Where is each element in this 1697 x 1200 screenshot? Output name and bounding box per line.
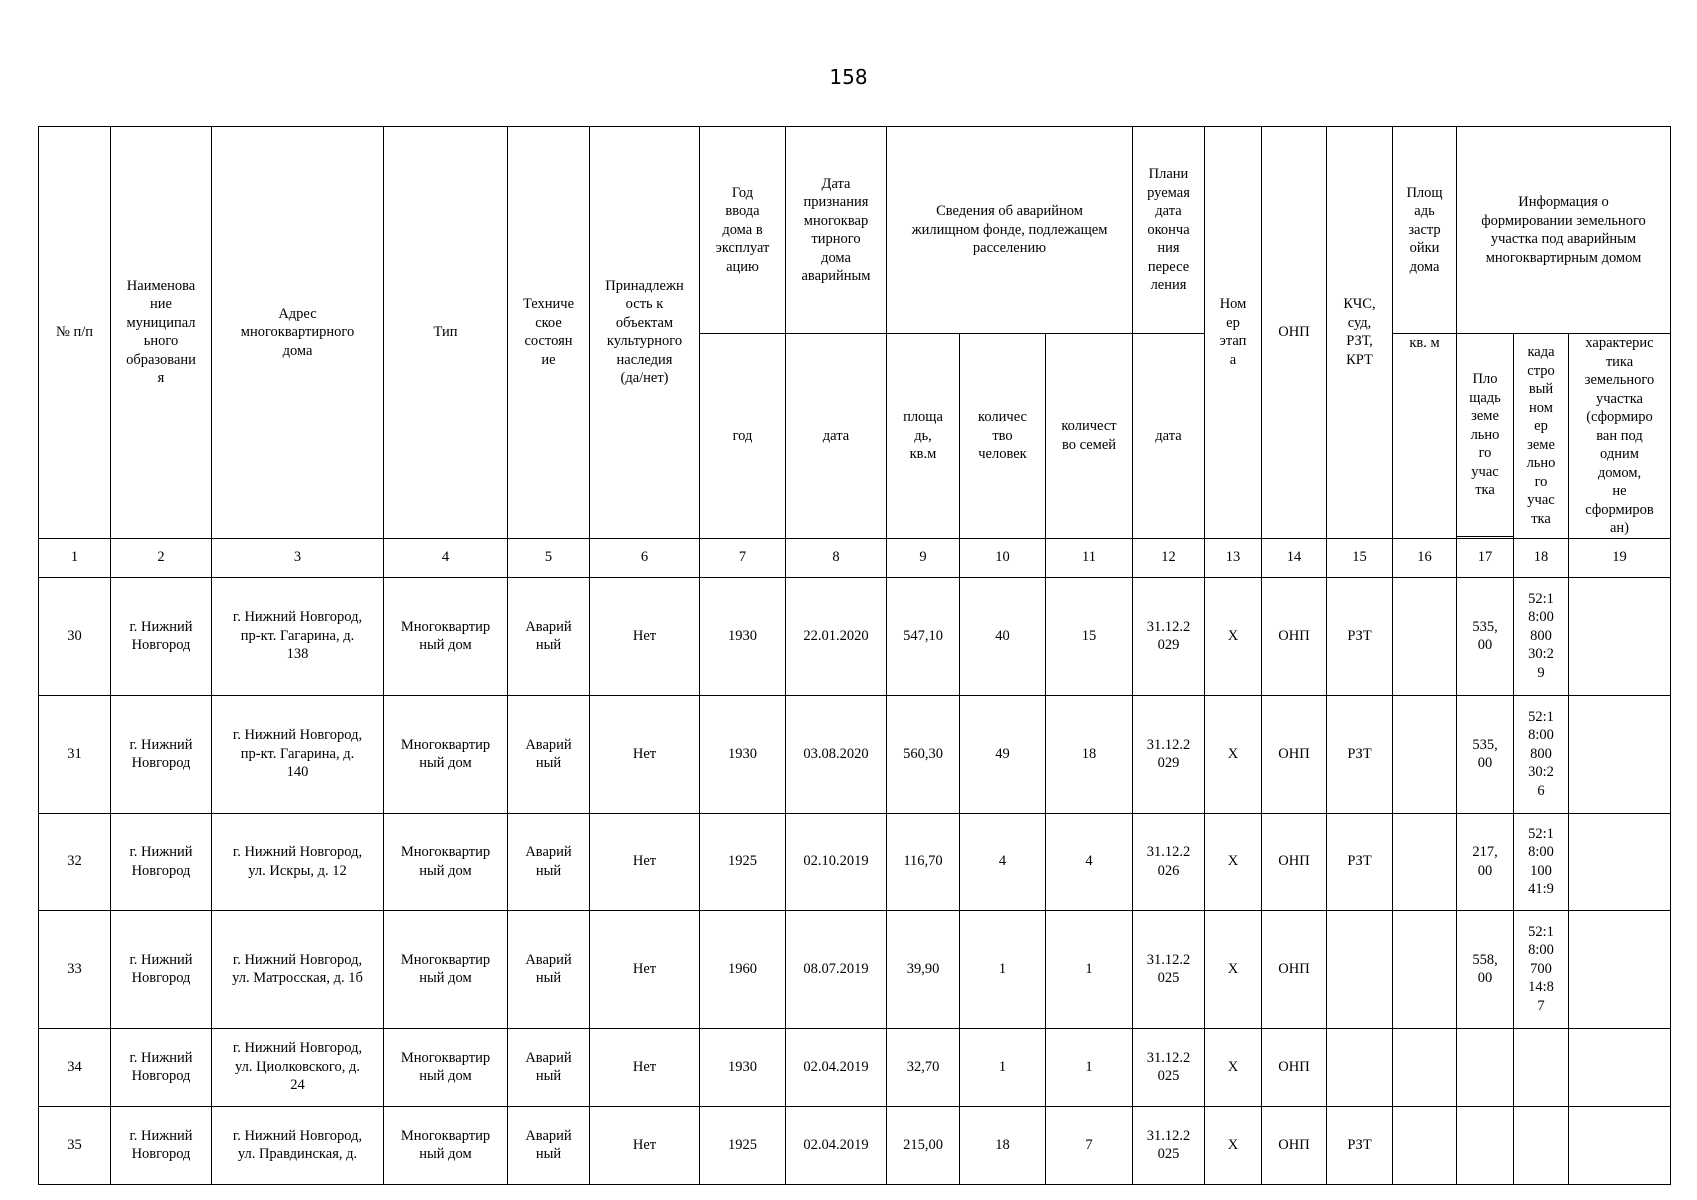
year-cell: 1930 [700,1028,786,1106]
row-number: 32 [39,813,111,910]
type-cell: Многоквартир ный дом [384,910,508,1028]
tech-state-cell: Аварий ный [508,1028,590,1106]
heritage-cell: Нет [590,1028,700,1106]
column-number: 5 [508,538,590,577]
year-cell: 1930 [700,695,786,813]
subheader-date: дата [786,334,887,539]
column-number: 9 [887,538,960,577]
plot-area-cell: 558, 00 [1457,910,1514,1028]
area-cell: 560,30 [887,695,960,813]
type-cell: Многоквартир ный дом [384,695,508,813]
tech-state-cell: Аварий ный [508,577,590,695]
column-number: 12 [1133,538,1205,577]
year-cell: 1925 [700,1106,786,1184]
area-cell: 116,70 [887,813,960,910]
plot-characteristic-cell [1569,695,1671,813]
building-area-cell [1393,910,1457,1028]
planned-date-cell: 31.12.2 025 [1133,910,1205,1028]
emergency-housing-table [38,126,1671,1185]
address-cell: г. Нижний Новгород, ул. Циолковского, д. 24 [212,1028,384,1106]
cadastral-number-cell: 52:1 8:00 800 30:2 9 [1514,577,1569,695]
header-row-top [39,127,1671,334]
building-area-cell [1393,1106,1457,1184]
header-planned-date: Плани руемая дата оконча ния пересе ления [1133,127,1205,334]
type-cell: Многоквартир ный дом [384,1028,508,1106]
building-area-cell [1393,695,1457,813]
year-cell: 1960 [700,910,786,1028]
plot-characteristic-cell [1569,1028,1671,1106]
building-area-cell [1393,813,1457,910]
type-cell: Многоквартир ный дом [384,1106,508,1184]
municipality-cell: г. Нижний Новгород [111,910,212,1028]
stage-cell: X [1205,1028,1262,1106]
cadastral-number-cell: 52:1 8:00 700 14:8 7 [1514,910,1569,1028]
page-number: 158 [829,65,868,89]
column-number: 3 [212,538,384,577]
cadastral-number-cell [1514,1028,1569,1106]
planned-date-cell: 31.12.2 029 [1133,695,1205,813]
heritage-cell: Нет [590,577,700,695]
cadastral-number-cell: 52:1 8:00 100 41:9 [1514,813,1569,910]
kchs-cell [1327,1028,1393,1106]
header-cadastral-number: када стро вый ном ер земе льно го учас тка [1514,334,1569,539]
people-cell: 1 [960,1028,1046,1106]
plot-characteristic-cell [1569,577,1671,695]
address-cell: г. Нижний Новгород, пр-кт. Гагарина, д. 140 [212,695,384,813]
header-land-plot-info: Информация о формировании земельного участка под аварийным многоквартирным домом [1457,127,1671,334]
year-cell: 1930 [700,577,786,695]
onp-cell: ОНП [1262,577,1327,695]
recognition-date-cell: 22.01.2020 [786,577,887,695]
stage-cell: X [1205,813,1262,910]
heritage-cell: Нет [590,695,700,813]
unit-building-area: кв. м [1393,334,1457,539]
header-housing-info: Сведения об аварийном жилищном фонде, подлежащем расселению [887,127,1133,334]
plot-area-cell [1457,1028,1514,1106]
planned-date-cell: 31.12.2 025 [1133,1106,1205,1184]
header-year-built: Год ввода дома в эксплуат ацию [700,127,786,334]
row-number: 30 [39,577,111,695]
planned-date-cell: 31.12.2 026 [1133,813,1205,910]
municipality-cell: г. Нижний Новгород [111,1106,212,1184]
column-number: 17 [1457,538,1514,577]
subheader-people: количес тво человек [960,334,1046,539]
column-number: 4 [384,538,508,577]
header-plot-area: Пло щадь земе льно го учас тка [1457,334,1514,537]
header-address: Адрес многоквартирного дома [212,127,384,539]
table-row [39,1106,1671,1184]
planned-date-cell: 31.12.2 029 [1133,577,1205,695]
column-number: 1 [39,538,111,577]
table-row [39,1028,1671,1106]
people-cell: 4 [960,813,1046,910]
table-row [39,695,1671,813]
kchs-cell: РЗТ [1327,577,1393,695]
column-number: 8 [786,538,887,577]
year-cell: 1925 [700,813,786,910]
recognition-date-cell: 03.08.2020 [786,695,887,813]
heritage-cell: Нет [590,813,700,910]
municipality-cell: г. Нижний Новгород [111,577,212,695]
plot-area-cell: 535, 00 [1457,695,1514,813]
municipality-cell: г. Нижний Новгород [111,1028,212,1106]
stage-cell: X [1205,577,1262,695]
stage-cell: X [1205,910,1262,1028]
building-area-cell [1393,1028,1457,1106]
header-recognition-date: Дата признания многоквар тирного дома аварийным [786,127,887,334]
tech-state-cell: Аварий ный [508,1106,590,1184]
subheader-families: количест во семей [1046,334,1133,539]
column-number: 15 [1327,538,1393,577]
plot-characteristic-cell [1569,910,1671,1028]
column-number: 18 [1514,538,1569,577]
kchs-cell: РЗТ [1327,1106,1393,1184]
column-number: 6 [590,538,700,577]
column-number: 10 [960,538,1046,577]
tech-state-cell: Аварий ный [508,910,590,1028]
families-cell: 1 [1046,910,1133,1028]
area-cell: 215,00 [887,1106,960,1184]
cadastral-number-cell [1514,1106,1569,1184]
area-cell: 547,10 [887,577,960,695]
column-numbers-row [39,538,1671,577]
recognition-date-cell: 02.04.2019 [786,1028,887,1106]
heritage-cell: Нет [590,910,700,1028]
column-number: 13 [1205,538,1262,577]
address-cell: г. Нижний Новгород, пр-кт. Гагарина, д. 138 [212,577,384,695]
header-type: Тип [384,127,508,539]
cadastral-number-cell: 52:1 8:00 800 30:2 6 [1514,695,1569,813]
recognition-date-cell: 02.10.2019 [786,813,887,910]
municipality-cell: г. Нижний Новгород [111,813,212,910]
type-cell: Многоквартир ный дом [384,577,508,695]
recognition-date-cell: 02.04.2019 [786,1106,887,1184]
column-number: 16 [1393,538,1457,577]
area-cell: 32,70 [887,1028,960,1106]
header-heritage: Принадлежн ость к объектам культурного наследия (да/нет) [590,127,700,539]
column-number: 19 [1569,538,1671,577]
column-number: 11 [1046,538,1133,577]
recognition-date-cell: 08.07.2019 [786,910,887,1028]
header-building-area: Площ адь застр ойки дома [1393,127,1457,334]
table-row [39,577,1671,695]
header-onp: ОНП [1262,127,1327,539]
plot-characteristic-cell [1569,813,1671,910]
header-kchs: КЧС, суд, РЗТ, КРТ [1327,127,1393,539]
people-cell: 18 [960,1106,1046,1184]
municipality-cell: г. Нижний Новгород [111,695,212,813]
row-number: 34 [39,1028,111,1106]
row-number: 33 [39,910,111,1028]
tech-state-cell: Аварий ный [508,813,590,910]
address-cell: г. Нижний Новгород, ул. Матросская, д. 1б [212,910,384,1028]
families-cell: 15 [1046,577,1133,695]
people-cell: 40 [960,577,1046,695]
building-area-cell [1393,577,1457,695]
row-number: 35 [39,1106,111,1184]
header-stage: Ном ер этап а [1205,127,1262,539]
subheader-planned-date: дата [1133,334,1205,539]
people-cell: 1 [960,910,1046,1028]
address-cell: г. Нижний Новгород, ул. Правдинская, д. [212,1106,384,1184]
families-cell: 7 [1046,1106,1133,1184]
onp-cell: ОНП [1262,813,1327,910]
type-cell: Многоквартир ный дом [384,813,508,910]
people-cell: 49 [960,695,1046,813]
onp-cell: ОНП [1262,1106,1327,1184]
plot-area-cell: 217, 00 [1457,813,1514,910]
table-row [39,813,1671,910]
header-plot-characteristic: характерис тика земельного участка (сформиро ван под одним домом, не сформиров ан) [1569,334,1671,539]
plot-area-cell [1457,1106,1514,1184]
subheader-area: площа дь, кв.м [887,334,960,539]
families-cell: 18 [1046,695,1133,813]
planned-date-cell: 31.12.2 025 [1133,1028,1205,1106]
plot-area-cell: 535, 00 [1457,577,1514,695]
column-number: 7 [700,538,786,577]
onp-cell: ОНП [1262,1028,1327,1106]
column-number: 2 [111,538,212,577]
kchs-cell [1327,910,1393,1028]
onp-cell: ОНП [1262,910,1327,1028]
area-cell: 39,90 [887,910,960,1028]
heritage-cell: Нет [590,1106,700,1184]
row-number: 31 [39,695,111,813]
kchs-cell: РЗТ [1327,813,1393,910]
header-municipality: Наименова ние муниципал ьного образовани я [111,127,212,539]
stage-cell: X [1205,1106,1262,1184]
plot-characteristic-cell [1569,1106,1671,1184]
subheader-year: год [700,334,786,539]
kchs-cell: РЗТ [1327,695,1393,813]
tech-state-cell: Аварий ный [508,695,590,813]
stage-cell: X [1205,695,1262,813]
header-number: № п/п [39,127,111,539]
address-cell: г. Нижний Новгород, ул. Искры, д. 12 [212,813,384,910]
header-tech-state: Техниче ское состоян ие [508,127,590,539]
families-cell: 4 [1046,813,1133,910]
column-number: 14 [1262,538,1327,577]
families-cell: 1 [1046,1028,1133,1106]
table-row [39,910,1671,1028]
onp-cell: ОНП [1262,695,1327,813]
